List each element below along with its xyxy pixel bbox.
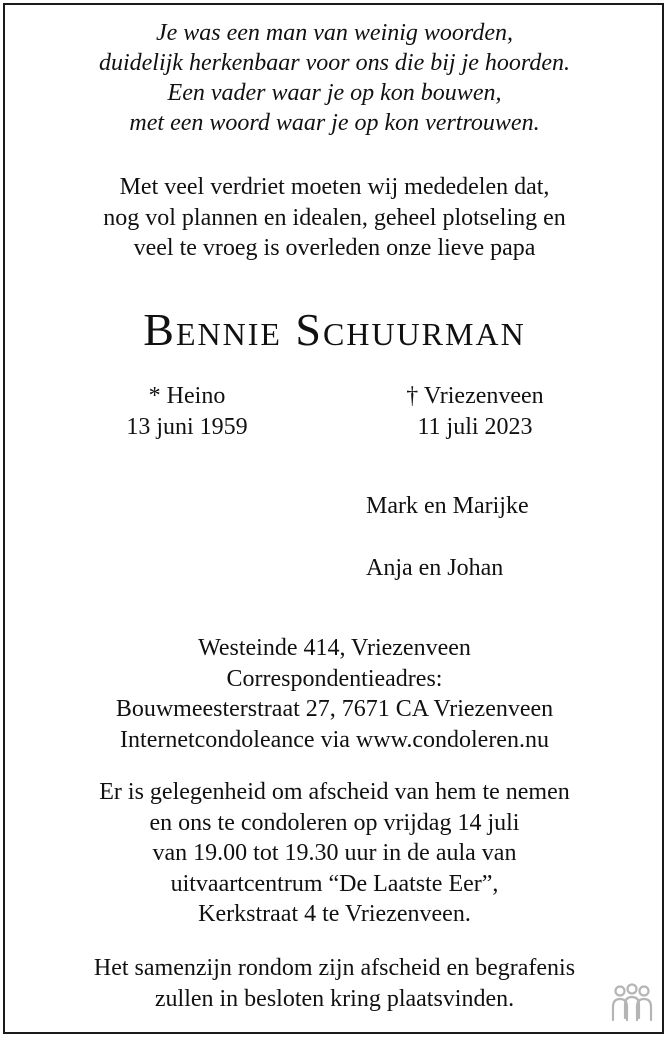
poem-line: met een woord waar je op kon vertrouwen. (129, 110, 540, 136)
farewell-line: uitvaartcentrum “De Laatste Eer”, (170, 870, 499, 897)
death-date: 11 juli 2023 (417, 413, 533, 440)
poem-line: duidelijk herkenbaar voor ons die bij je hoorden. (98, 50, 571, 76)
address-line: Internetcondoleance via www.condoleren.nu (120, 726, 549, 753)
poem-line: Een vader waar je op kon bouwen, (167, 80, 502, 106)
address-line: Westeinde 414, Vriezenveen (198, 635, 471, 661)
closing-line: Het samenzijn rondom zijn afscheid en begrafenis (93, 955, 576, 981)
intro-line: veel te vroeg is overleden onze lieve papa (133, 235, 536, 261)
deceased-name: Bennie Schuurman (143, 304, 526, 355)
birth-place: * Heino (148, 383, 226, 409)
intro-text (0, 172, 669, 264)
closing-line: zullen in besloten kring plaatsvinden. (154, 985, 515, 1012)
death-place: † Vriezenveen (406, 383, 544, 409)
birth-date: 13 juni 1959 (126, 413, 248, 440)
intro-line: Met veel verdriet moeten wij mededelen dat, (119, 174, 550, 200)
farewell-line: Er is gelegenheid om afscheid van hem te nemen (99, 779, 570, 805)
death-info (375, 381, 575, 442)
farewell-line: Kerkstraat 4 te Vriezenveen. (198, 901, 471, 927)
address-line: Bouwmeesterstraat 27, 7671 CA Vriezenveen (115, 696, 554, 722)
address-block (0, 633, 669, 755)
poem-line: Je was een man van weinig woorden, (155, 20, 514, 46)
people-group-icon (606, 982, 658, 1026)
poem (0, 18, 669, 138)
farewell-line: en ons te condoleren op vrijdag 14 juli (149, 809, 520, 836)
closing-block (0, 953, 669, 1014)
farewell-block (0, 777, 669, 930)
farewell-line: van 19.00 tot 19.30 uur in de aula van (152, 840, 517, 866)
address-line: Correspondentieadres: (226, 665, 443, 692)
birth-info (87, 381, 287, 442)
family-member: Anja en Johan (366, 555, 504, 581)
intro-line: nog vol plannen en idealen, geheel plotseling en (103, 204, 566, 231)
family-member: Mark en Marijke (366, 493, 529, 519)
